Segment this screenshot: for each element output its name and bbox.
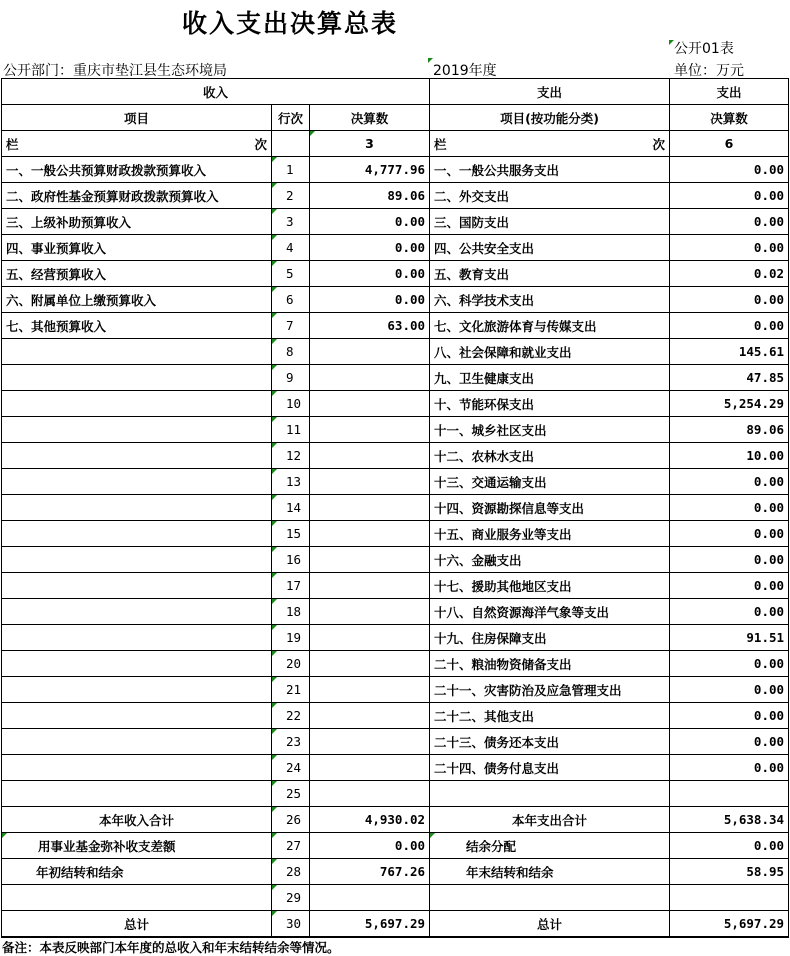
expense-item-cell: 二、外交支出 [430, 183, 670, 209]
line-index-cell [272, 131, 310, 157]
expense-item-cell: 十九、住房保障支出 [430, 625, 670, 651]
line-number-cell: 16 [272, 547, 310, 573]
line-number-cell: 12 [272, 443, 310, 469]
expense-amount-cell: 0.00 [670, 287, 789, 313]
expense-item-cell [430, 781, 670, 807]
income-amount-cell [310, 781, 430, 807]
income-amount-cell [310, 703, 430, 729]
table-row [2, 521, 789, 547]
income-summary-amount: 4,930.02 [310, 807, 430, 833]
income-amount-cell [310, 391, 430, 417]
line-number-header: 行次 [272, 105, 310, 131]
line-number-cell: 7 [272, 313, 310, 339]
income-summary-amount: 767.26 [310, 859, 430, 885]
line-number-cell: 10 [272, 391, 310, 417]
expense-amount-cell: 0.00 [670, 729, 789, 755]
income-item-cell [2, 573, 272, 599]
table-row [2, 573, 789, 599]
income-section-header: 收入 [2, 79, 430, 105]
year-label: 2019年度 [433, 63, 497, 79]
income-amount-cell: 0.00 [310, 235, 430, 261]
line-number-cell: 29 [272, 885, 310, 911]
table-row [2, 599, 789, 625]
income-amount-header: 决算数 [310, 105, 430, 131]
expense-item-cell: 九、卫生健康支出 [430, 365, 670, 391]
line-number-cell: 28 [272, 859, 310, 885]
table-row [2, 547, 789, 573]
income-item-cell: 五、经营预算收入 [2, 261, 272, 287]
income-amount-cell [310, 677, 430, 703]
expense-amount-cell: 0.00 [670, 547, 789, 573]
line-number-cell: 25 [272, 781, 310, 807]
income-item-cell [2, 443, 272, 469]
income-item-cell [2, 391, 272, 417]
income-summary-label: 本年收入合计 [2, 807, 272, 833]
income-item-cell [2, 703, 272, 729]
line-number-cell: 11 [272, 417, 310, 443]
table-row [2, 183, 789, 209]
table-row [2, 495, 789, 521]
income-column-number: 3 [310, 131, 430, 157]
expense-amount-cell: 47.85 [670, 365, 789, 391]
table-row [2, 391, 789, 417]
income-item-cell [2, 547, 272, 573]
income-amount-cell [310, 521, 430, 547]
line-number-cell: 3 [272, 209, 310, 235]
expense-summary-amount: 0.00 [670, 833, 789, 859]
table-row [2, 755, 789, 781]
expense-amount-cell: 0.00 [670, 599, 789, 625]
expense-amount-cell: 5,254.29 [670, 391, 789, 417]
expense-amount-cell: 145.61 [670, 339, 789, 365]
expense-amount-cell: 0.00 [670, 573, 789, 599]
income-item-cell [2, 365, 272, 391]
line-number-cell: 6 [272, 287, 310, 313]
expense-summary-label: 本年支出合计 [430, 807, 670, 833]
income-summary-amount: 0.00 [310, 833, 430, 859]
line-number-cell: 24 [272, 755, 310, 781]
expense-summary-label: 总计 [430, 911, 670, 938]
income-item-header: 项目 [2, 105, 272, 131]
income-item-cell [2, 469, 272, 495]
table-row [2, 651, 789, 677]
income-item-cell [2, 339, 272, 365]
income-item-cell: 一、一般公共预算财政拨款预算收入 [2, 157, 272, 183]
expense-amount-cell: 0.00 [670, 235, 789, 261]
income-summary-label [2, 885, 272, 911]
expense-amount-cell: 0.00 [670, 313, 789, 339]
income-item-cell [2, 599, 272, 625]
expense-item-cell: 二十、粮油物资储备支出 [430, 651, 670, 677]
expense-item-cell: 三、国防支出 [430, 209, 670, 235]
line-number-cell: 15 [272, 521, 310, 547]
expense-item-header: 项目(按功能分类) [430, 105, 670, 131]
expense-item-cell: 六、科学技术支出 [430, 287, 670, 313]
income-item-cell: 三、上级补助预算收入 [2, 209, 272, 235]
header-row-1 [2, 79, 789, 105]
expense-item-cell: 二十四、债务付息支出 [430, 755, 670, 781]
ci-label: 次 [652, 136, 666, 152]
lan-label: 栏 [434, 136, 447, 152]
income-item-cell: 四、事业预算收入 [2, 235, 272, 261]
line-number-cell: 23 [272, 729, 310, 755]
summary-row [2, 807, 789, 833]
summary-row [2, 859, 789, 885]
line-number-cell: 27 [272, 833, 310, 859]
line-number-cell: 9 [272, 365, 310, 391]
summary-row [2, 885, 789, 911]
expense-amount-header: 决算数 [670, 105, 789, 131]
line-number-cell: 2 [272, 183, 310, 209]
page-title: 收入支出决算总表 [181, 9, 398, 38]
expense-amount-cell: 89.06 [670, 417, 789, 443]
line-number-cell: 21 [272, 677, 310, 703]
table-row [2, 287, 789, 313]
line-number-cell: 4 [272, 235, 310, 261]
table-row [2, 209, 789, 235]
expense-amount-cell: 0.00 [670, 755, 789, 781]
income-amount-cell: 0.00 [310, 261, 430, 287]
expense-summary-amount: 58.95 [670, 859, 789, 885]
income-summary-amount [310, 885, 430, 911]
expense-item-cell: 十三、交通运输支出 [430, 469, 670, 495]
line-number-cell: 5 [272, 261, 310, 287]
department-label: 公开部门：重庆市垫江县生态环境局 [3, 63, 227, 79]
line-number-cell: 13 [272, 469, 310, 495]
expense-item-cell: 五、教育支出 [430, 261, 670, 287]
table-row [2, 417, 789, 443]
income-amount-cell: 4,777.96 [310, 157, 430, 183]
unit-label: 单位：万元 [674, 63, 744, 79]
income-item-cell [2, 729, 272, 755]
ci-label: 次 [254, 136, 267, 152]
line-number-cell: 14 [272, 495, 310, 521]
income-amount-cell [310, 573, 430, 599]
expense-item-cell: 十七、援助其他地区支出 [430, 573, 670, 599]
income-amount-cell: 0.00 [310, 209, 430, 235]
income-item-cell [2, 625, 272, 651]
income-item-cell [2, 651, 272, 677]
expense-item-cell: 十二、农林水支出 [430, 443, 670, 469]
income-item-cell [2, 781, 272, 807]
table-row [2, 677, 789, 703]
expense-amount-cell: 0.00 [670, 469, 789, 495]
table-row [2, 469, 789, 495]
income-item-cell [2, 521, 272, 547]
table-row [2, 235, 789, 261]
table-row [2, 339, 789, 365]
income-lan-cell [2, 131, 272, 157]
line-number-cell: 8 [272, 339, 310, 365]
expense-item-cell: 十、节能环保支出 [430, 391, 670, 417]
income-item-cell [2, 495, 272, 521]
expense-amount-cell: 0.02 [670, 261, 789, 287]
expense-amount-cell: 0.00 [670, 495, 789, 521]
expense-summary-label: 年末结转和结余 [430, 859, 670, 885]
income-item-cell: 七、其他预算收入 [2, 313, 272, 339]
income-amount-cell: 63.00 [310, 313, 430, 339]
expense-amount-cell: 0.00 [670, 521, 789, 547]
income-item-cell: 六、附属单位上缴预算收入 [2, 287, 272, 313]
expense-item-cell: 二十一、灾害防治及应急管理支出 [430, 677, 670, 703]
income-amount-cell [310, 729, 430, 755]
income-summary-amount: 5,697.29 [310, 911, 430, 938]
income-summary-label: 用事业基金弥补收支差额 [2, 833, 272, 859]
expense-summary-amount: 5,697.29 [670, 911, 789, 938]
expense-section-header: 支出 [430, 79, 670, 105]
expense-item-cell: 十五、商业服务业等支出 [430, 521, 670, 547]
header-row-2 [2, 105, 789, 131]
expense-item-cell: 十八、自然资源海洋气象等支出 [430, 599, 670, 625]
table-row [2, 313, 789, 339]
income-summary-label: 年初结转和结余 [2, 859, 272, 885]
income-summary-label: 总计 [2, 911, 272, 938]
expense-amount-cell: 91.51 [670, 625, 789, 651]
table-row [2, 625, 789, 651]
expense-amount-cell: 0.00 [670, 651, 789, 677]
expense-item-cell: 十六、金融支出 [430, 547, 670, 573]
expense-item-cell: 二十三、债务还本支出 [430, 729, 670, 755]
income-amount-cell [310, 547, 430, 573]
income-item-cell [2, 677, 272, 703]
expense-section-header-right: 支出 [670, 79, 789, 105]
expense-amount-cell [670, 781, 789, 807]
line-number-cell: 30 [272, 911, 310, 938]
expense-column-number: 6 [670, 131, 789, 157]
income-item-cell [2, 755, 272, 781]
expense-item-cell: 十一、城乡社区支出 [430, 417, 670, 443]
table-row [2, 703, 789, 729]
table-row [2, 443, 789, 469]
expense-amount-cell: 10.00 [670, 443, 789, 469]
line-number-cell: 20 [272, 651, 310, 677]
line-number-cell: 22 [272, 703, 310, 729]
expense-lan-cell [430, 131, 670, 157]
income-amount-cell [310, 755, 430, 781]
expense-amount-cell: 0.00 [670, 703, 789, 729]
income-amount-cell [310, 625, 430, 651]
expense-amount-cell: 0.00 [670, 157, 789, 183]
expense-item-cell: 七、文化旅游体育与传媒支出 [430, 313, 670, 339]
expense-summary-amount [670, 885, 789, 911]
table-row [2, 157, 789, 183]
summary-row [2, 833, 789, 859]
expense-summary-label [430, 885, 670, 911]
form-code: 公开01表 [674, 41, 734, 57]
expense-item-cell: 一、一般公共服务支出 [430, 157, 670, 183]
income-amount-cell: 89.06 [310, 183, 430, 209]
line-number-cell: 17 [272, 573, 310, 599]
summary-row [2, 911, 789, 938]
expense-summary-amount: 5,638.34 [670, 807, 789, 833]
expense-item-cell: 八、社会保障和就业支出 [430, 339, 670, 365]
income-amount-cell [310, 599, 430, 625]
income-expense-table [1, 78, 789, 938]
income-amount-cell [310, 339, 430, 365]
table-row [2, 781, 789, 807]
column-index-row [2, 131, 789, 157]
income-amount-cell [310, 417, 430, 443]
income-amount-cell [310, 469, 430, 495]
line-number-cell: 1 [272, 157, 310, 183]
line-number-cell: 18 [272, 599, 310, 625]
table-row [2, 729, 789, 755]
income-amount-cell [310, 651, 430, 677]
income-amount-cell: 0.00 [310, 287, 430, 313]
expense-amount-cell: 0.00 [670, 209, 789, 235]
lan-label: 栏 [6, 136, 19, 152]
expense-summary-label: 结余分配 [430, 833, 670, 859]
expense-amount-cell: 0.00 [670, 183, 789, 209]
income-item-cell: 二、政府性基金预算财政拨款预算收入 [2, 183, 272, 209]
income-amount-cell [310, 495, 430, 521]
expense-item-cell: 四、公共安全支出 [430, 235, 670, 261]
expense-item-cell: 二十二、其他支出 [430, 703, 670, 729]
table-row [2, 261, 789, 287]
line-number-cell: 26 [272, 807, 310, 833]
expense-item-cell: 十四、资源勘探信息等支出 [430, 495, 670, 521]
table-row [2, 365, 789, 391]
income-item-cell [2, 417, 272, 443]
income-amount-cell [310, 443, 430, 469]
footnote: 备注：本表反映部门本年度的总收入和年末结转结余等情况。 [2, 940, 340, 955]
income-amount-cell [310, 365, 430, 391]
line-number-cell: 19 [272, 625, 310, 651]
expense-amount-cell: 0.00 [670, 677, 789, 703]
